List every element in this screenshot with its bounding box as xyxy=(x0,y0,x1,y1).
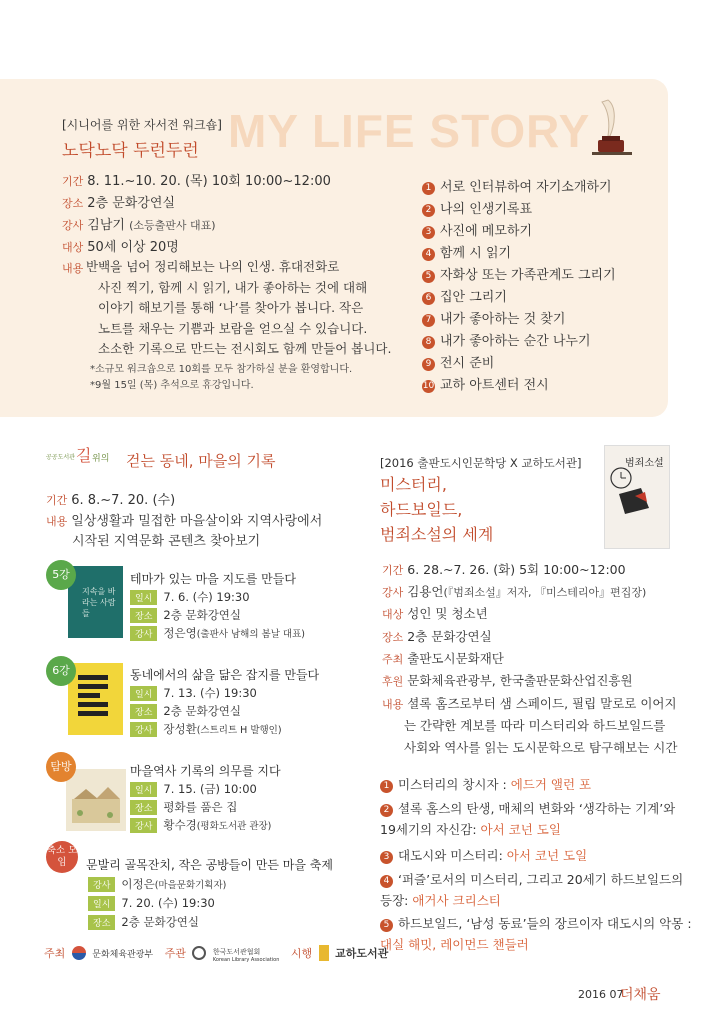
book-cover-map: 지속을 바라는 사람들 xyxy=(68,566,123,638)
step-item: 3 사진에 메모하기 xyxy=(422,220,532,239)
step-item: 4 함께 시 읽기 xyxy=(422,242,511,261)
step-item: 5 자화상 또는 가족관계도 그리기 xyxy=(422,264,616,283)
mystery-sponsor: 후원 문화체육관광부, 한국출판문화산업진흥원 xyxy=(382,673,633,688)
mystery-item: 2 셜록 홈스의 탄생, 매체의 변화와 ‘생각하는 기계’와 19세기의 자신감: 아서 코넌 도일 xyxy=(380,801,676,837)
magazine-brand: 더채움 xyxy=(620,987,661,1003)
book-cover-village xyxy=(66,769,126,831)
mystery-host: 주최 출판도시문화재단 xyxy=(382,651,504,666)
mystery-item: 3 대도시와 미스터리: 아서 코넌 도일 xyxy=(380,845,587,866)
lecture-lecturer: 강사 황수경(평화도서관 관장) xyxy=(130,817,271,833)
mystery-content: 내용 셜록 홈즈로부터 샘 스페이드, 필립 말로로 이어지 xyxy=(382,696,677,711)
lecture-title: 마을역사 기록의 의무를 지다 xyxy=(130,764,281,778)
lecture-badge: 탐방 xyxy=(46,752,76,782)
lecture-date: 일시 7. 20. (수) 19:30 xyxy=(88,895,215,911)
step-item: 2 나의 인생기록표 xyxy=(422,198,532,217)
workshop-content-label: 내용 xyxy=(62,262,84,275)
lecture-date: 일시 7. 15. (금) 10:00 xyxy=(130,781,257,797)
page-number: 2016 07 xyxy=(578,988,624,1001)
lecture-lecturer: 강사 정은영(출판사 남해의 봄날 대표) xyxy=(130,625,305,641)
footer-credits: 주최 문화체육관광부 주관 한국도서관협회 Korean Library Association 시행 교하도서관 xyxy=(44,947,389,963)
workshop-note-2: *9월 15일 (목) 추석으로 휴강입니다. xyxy=(90,380,254,391)
walk-title: 걷는 동네, 마을의 기록 xyxy=(126,452,276,470)
lecture-badge: 축소 모임 xyxy=(46,841,78,873)
workshop-tag: [시니어를 위한 자서전 워크숍] xyxy=(62,118,222,132)
walk-period: 기간 6. 8.~7. 20. (수) xyxy=(46,493,176,508)
mystery-place: 장소 2층 문화강연실 xyxy=(382,629,492,644)
mystery-item: 5 하드보일드, ‘남성 동료’들의 장르이자 대도시의 악몽 : 대실 해밋, 레이먼드 챈들러 xyxy=(380,916,692,952)
workshop-place: 장소 2층 문화강연실 xyxy=(62,196,176,211)
lecture-date: 일시 7. 13. (수) 19:30 xyxy=(130,685,257,701)
ministry-logo-icon xyxy=(72,946,86,960)
step-item: 10 교하 아트센터 전시 xyxy=(422,378,549,393)
workshop-title: 노닥노닥 두런두런 xyxy=(62,141,199,161)
lecture-place: 장소 2층 문화강연실 xyxy=(130,607,241,623)
workshop-note-1: *소규모 워크숍으로 10회를 모두 참가하실 분을 환영합니다. xyxy=(90,364,353,375)
humanities-logo: 공공도서관 길 위의 xyxy=(46,446,110,465)
mystery-item: 4 ‘퍼즐’로서의 미스터리, 그리고 20세기 하드보일드의 등장: 애거사 크리스티 xyxy=(380,872,684,908)
mystery-period: 기간 6. 28.~7. 26. (화) 5회 10:00~12:00 xyxy=(382,562,626,577)
workshop-content: 반백을 넘어 정리해보는 나의 인생. 휴대전화로 사진 찍기, 함께 시 읽기, 내가 좋아하는 것에 대해 이야기 해보기를 통해 ‘나’를 찾아가 봅니다. 작은 노트를 채우는 기쁨과 보람을 얻으실 수 있습니다. 소소한 기록으로 만드는 전시회도 함께 만들어 봅니다. xyxy=(86,259,392,356)
step-item: 6 집안 그리기 xyxy=(422,286,507,305)
workshop-target: 대상 50세 이상 20명 xyxy=(62,240,179,255)
lecture-title: 테마가 있는 마을 지도를 만들다 xyxy=(130,572,296,586)
lecture-place: 장소 2층 문화강연실 xyxy=(88,914,199,930)
mystery-target: 대상 성인 및 청소년 xyxy=(382,606,488,621)
step-item: 7 내가 좋아하는 것 찾기 xyxy=(422,308,565,327)
mystery-tag: [2016 출판도시인문학당 X 교하도서관] xyxy=(380,456,582,470)
workshop-lecturer: 강사 김남기 (소등출판사 대표) xyxy=(62,218,216,233)
kla-logo-icon xyxy=(192,946,206,960)
walk-content: 내용 일상생활과 밀접한 마을살이와 지역사랑에서 xyxy=(46,514,323,529)
lecture-badge: 6강 xyxy=(46,656,76,686)
book-cover-magazine xyxy=(68,663,123,735)
lecture-date: 일시 7. 6. (수) 19:30 xyxy=(130,589,250,605)
quill-ink-icon xyxy=(586,96,636,160)
workshop-period: 기간 8. 11.~10. 20. (목) 10회 10:00~12:00 xyxy=(62,174,331,189)
lecture-lecturer: 강사 이정은(마을문화기획자) xyxy=(88,876,226,892)
step-item: 8 내가 좋아하는 순간 나누기 xyxy=(422,330,591,349)
lecture-title: 동네에서의 삶을 닮은 잡지를 만들다 xyxy=(130,668,320,682)
mystery-content-3: 사회와 역사를 읽는 도시문학으로 탐구해보는 시간 xyxy=(404,740,678,755)
lecture-badge: 5강 xyxy=(46,560,76,590)
book-cover-crime: 범죄소설 xyxy=(604,445,670,549)
step-item: 1 서로 인터뷰하여 자기소개하기 xyxy=(422,176,612,195)
mystery-title: 미스터리, 하드보일드, 범죄소설의 세계 xyxy=(380,475,494,544)
lecture-lecturer: 강사 장성환(스트리트 H 발행인) xyxy=(130,721,282,737)
walk-content-2: 시작된 지역문화 콘텐츠 찾아보기 xyxy=(72,534,261,549)
mystery-lecturer: 강사 김용언(『범죄소설』저자, 『미스테리아』편집장) xyxy=(382,584,647,599)
gyoha-logo-icon xyxy=(319,945,329,961)
mystery-content-2: 는 간략한 계보를 따라 미스터리와 하드보일드를 xyxy=(404,718,666,733)
step-item: 9 전시 준비 xyxy=(422,352,494,371)
lecture-place: 장소 평화를 품은 집 xyxy=(130,799,237,815)
mystery-item: 1 미스터리의 창시자 : 에드거 앨런 포 xyxy=(380,774,591,795)
lecture-title: 문발리 골목잔치, 작은 공방들이 만든 마을 축제 xyxy=(86,858,333,872)
workshop-big-title: MY LIFE STORY xyxy=(228,105,591,157)
lecture-place: 장소 2층 문화강연실 xyxy=(130,703,241,719)
